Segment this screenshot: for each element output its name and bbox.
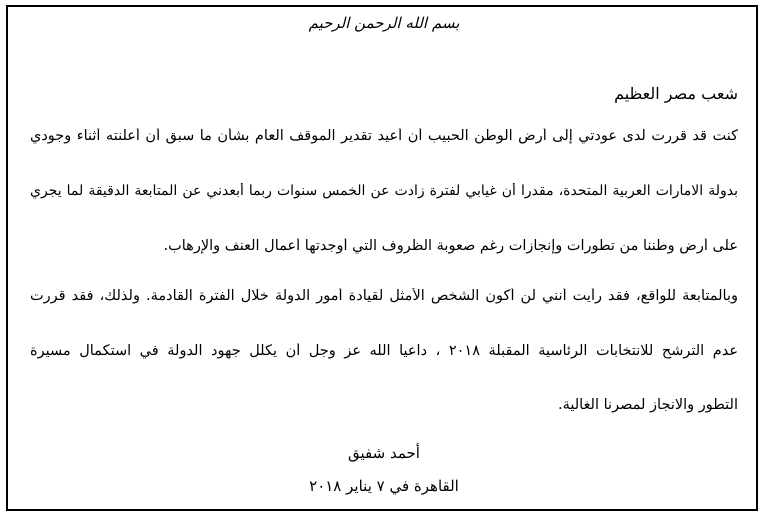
signature-name: أحمد شفيق bbox=[348, 444, 420, 462]
bismillah-header: بسم الله الرحمن الرحيم bbox=[308, 14, 460, 32]
paragraph2-line-3: التطور والانجاز لمصرنا الغالية. bbox=[557, 397, 738, 413]
paragraph1-line-2: بدولة الامارات العربية المتحدة، مقدرا أن غيابي لفترة زادت عن الخمس سنوات ربما أبعدني عن المتابعة الدقيقة لما يجري bbox=[30, 183, 738, 199]
paragraph1-line-1: كنت قد قررت لدى عودتي إلى أرض الوطن الحبيب أن أعيد تقدير الموقف العام بشأن ما سبق أن أعلنته أثناء وجودي bbox=[30, 128, 738, 144]
paragraph1-line-3: على أرض وطننا من تطورات وإنجازات رغم صعوبة الظروف التي أوجدتها أعمال العنف والإرهاب. bbox=[163, 238, 738, 254]
signature-place-date: القاهرة في ٧ يناير ٢٠١٨ bbox=[309, 477, 459, 495]
salutation: شعب مصر العظيم bbox=[614, 84, 738, 103]
paragraph2-line-2: عدم الترشح للانتخابات الرئاسية المقبلة ٢٠١٨ ، داعيا الله عز وجل أن يكلل جهود الدولة في استكمال مسيرة bbox=[30, 343, 738, 359]
paragraph2-line-1: وبالمتابعة للواقع، فقد رأيت أنني لن أكون الشخص الأمثل لقيادة أمور الدولة خلال الفترة القادمة. ولذلك، فقد قررت bbox=[30, 288, 738, 304]
